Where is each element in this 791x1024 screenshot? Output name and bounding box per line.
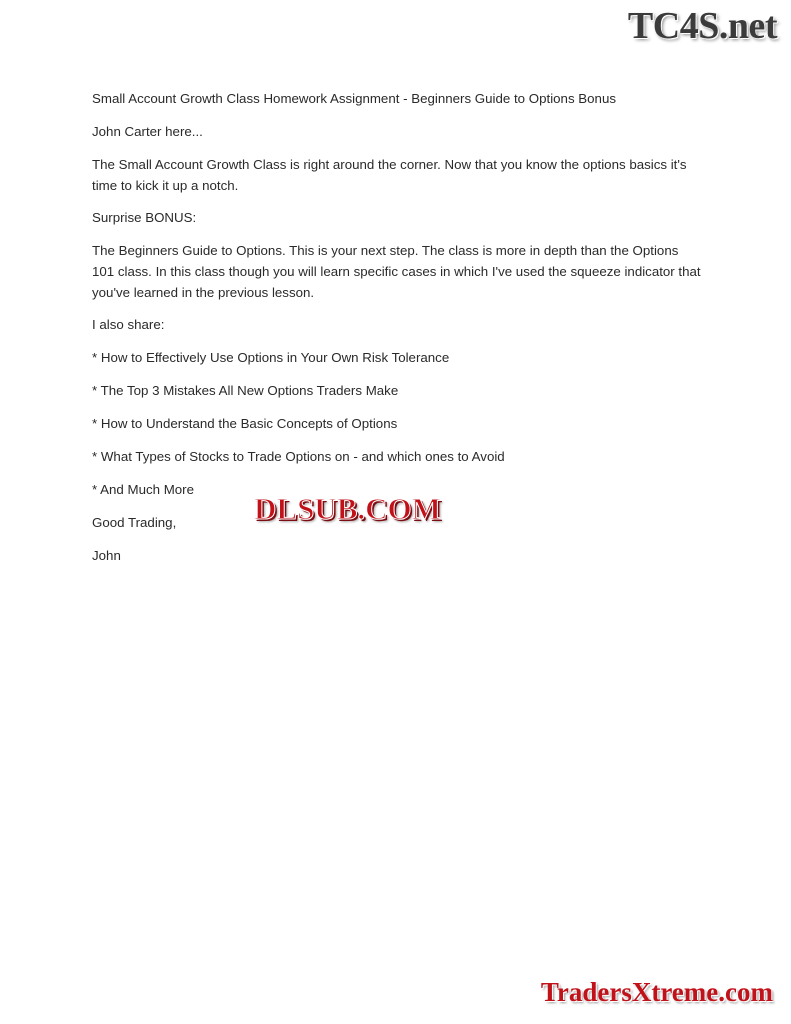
document-title: Small Account Growth Class Homework Assignment - Beginners Guide to Options Bonus <box>92 91 616 106</box>
paragraph-signature: John <box>92 548 121 563</box>
paragraph-bonus-heading: Surprise BONUS: <box>92 210 197 225</box>
site-watermark-top: TC4S.net <box>627 5 777 47</box>
site-watermark-bottom: TradersXtreme.com <box>540 977 773 1007</box>
list-item-top-3-mistakes: * The Top 3 Mistakes All New Options Traders Make <box>92 383 399 398</box>
list-item-stock-types: * What Types of Stocks to Trade Options on - and which ones to Avoid <box>92 449 505 464</box>
list-item-and-much-more: * And Much More <box>92 482 194 497</box>
paragraph-intro: The Small Account Growth Class is right around the corner. Now that you know the options basics it's time to kick it up a notch. <box>92 157 687 193</box>
dlsub-watermark-text: DLSUB.COM <box>254 491 441 526</box>
paragraph-bonus-detail: The Beginners Guide to Options. This is your next step. The class is more in depth than the Options 101 class. In this class though you will learn specific cases in which I've used the squeeze indicator that you've learned in the previous lesson. <box>92 243 701 300</box>
paragraph-signoff: Good Trading, <box>92 515 177 530</box>
list-item-basic-concepts: * How to Understand the Basic Concepts of Options <box>92 416 398 431</box>
list-item-risk-tolerance: * How to Effectively Use Options in Your Own Risk Tolerance <box>92 350 450 365</box>
paragraph-also-share: I also share: <box>92 317 165 332</box>
dlsub-watermark <box>254 492 536 526</box>
paragraph-greeting: John Carter here... <box>92 124 203 139</box>
